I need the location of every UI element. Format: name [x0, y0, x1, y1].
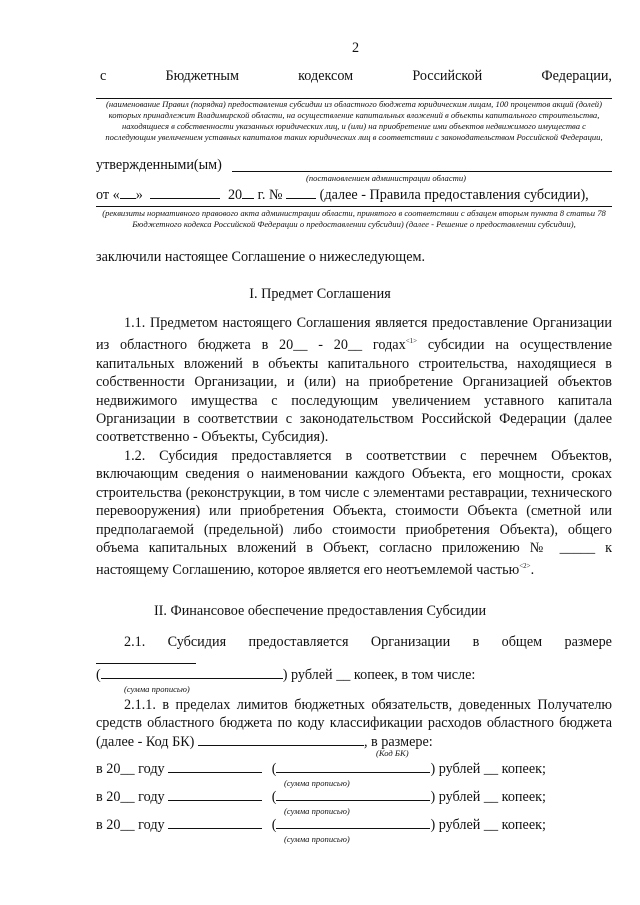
word: 2.1. [124, 634, 146, 650]
year-row: в 20__ году ( ) рублей __ копеек; [96, 817, 546, 833]
paragraph-2-1 [124, 634, 612, 651]
year-amount-field[interactable] [168, 788, 262, 801]
note-rules-name: (наименование Правил (порядка) предоставления субсидии из областного бюджета юридическим лицам, 100 процентов акций (долей) которых принадлежит Владимирской области, на осуществление капитальных вложений в объекты капитального строительства, находящиеся в собственности указанных юридических лиц, и (или) на приобретение ими объектов недвижимого имущества с последующим увеличением уставных капиталов таких юридических лиц в соответствии с законодательством Российской Федерации, [105, 99, 603, 142]
code-bk-field[interactable] [198, 733, 364, 746]
year-field[interactable] [242, 186, 254, 199]
year-amount-words-field[interactable] [276, 788, 430, 801]
text: субсидии на осуществление капитальных вложений в объекты капитального строительства, находящиеся в собственности Организации, и (или) на приобретение Организацией объектов недвижимого имущества с последующим увеличением уставного капитала Организации в соответствии с законодательством Российской Федерации (далее соответственно - Объекты, Субсидия). [96, 337, 612, 446]
text-line-legislation [100, 68, 612, 85]
page-number: 2 [352, 40, 360, 56]
text: ) рублей __ копеек; [430, 761, 546, 777]
text: г. № [257, 187, 283, 203]
footnote-ref: <2> [519, 562, 531, 571]
paragraph-1-2 [96, 447, 612, 580]
rubles-line [96, 666, 475, 684]
paragraph-1-1 [96, 314, 612, 447]
text: » [135, 187, 143, 203]
text: . [530, 562, 535, 579]
word: Федерации, [541, 68, 612, 84]
caption-sum-words: (сумма прописью) [284, 778, 350, 788]
word: Бюджетным [165, 68, 239, 84]
text: 2.1.1. в пределах лимитов бюджетных обязательств, доведенных Получателю средств областного бюджета по коду классификации расходов областного бюджета (далее - Код БК) [96, 697, 612, 750]
note-requisites: (реквизиты нормативного правового акта администрации области, принятого в соответствии с абзацем вторым пункта 8 статьи 78 Бюджетного кодекса Российской Федерации о предоставлении субсидии) (далее - Решение о предоставлении субсидии), [102, 208, 606, 229]
section-1-title: I. Предмет Соглашения [249, 286, 391, 302]
text: 1.1. Предметом настоящего Соглашения является предоставление Организации из областного бюджета в 20__ - 20__ годах [96, 315, 612, 354]
text: от « [96, 187, 120, 203]
text: ) рублей __ копеек, в том числе: [282, 667, 476, 683]
text: , в размере: [363, 733, 433, 750]
text: 1.2. Субсидия предоставляется в соответствии с перечнем Объектов, включающим сведения о наименовании каждого Объекта, его мощности, сроках строительства (реконструкции, в том числе с элементами реставрации, технического перевооружения) или приобретения Объекта, стоимости Объекта (сметной или предполагаемой (предельной) либо стоимости приобретения Объекта), общего объема капитальных вложений в Объект, согласно приложению № _____ к настоящему Соглашению, которое является его неотъемлемой частью [96, 448, 612, 579]
paragraph-2-1-1 [96, 696, 612, 751]
caption-sum-words: (сумма прописью) [284, 806, 350, 816]
text: ) рублей __ копеек; [430, 817, 546, 833]
year-amount-field[interactable] [168, 816, 262, 829]
day-field[interactable] [120, 186, 136, 199]
month-field[interactable] [150, 186, 220, 199]
word: Субсидия [167, 634, 227, 650]
caption-sum-words: (сумма прописью) [124, 684, 190, 694]
text: в 20__ году [96, 817, 165, 833]
text: 20 [227, 187, 243, 203]
word: общем [501, 634, 543, 650]
text: в 20__ году [96, 789, 165, 805]
word: Российской [412, 68, 483, 84]
word: с [100, 68, 107, 84]
year-amount-words-field[interactable] [276, 816, 430, 829]
year-row: в 20__ году ( ) рублей __ копеек; [96, 761, 546, 777]
underline [96, 206, 612, 207]
text: в 20__ году [96, 761, 165, 777]
year-row: в 20__ году ( ) рублей __ копеек; [96, 789, 546, 805]
amount-field[interactable] [96, 663, 196, 664]
word: кодексом [298, 68, 354, 84]
amount-words-field[interactable] [101, 666, 283, 679]
word: размере [564, 634, 612, 650]
note-resolution: (постановлением администрации области) [306, 173, 466, 183]
caption-sum-words: (сумма прописью) [284, 834, 350, 844]
date-line [96, 186, 589, 204]
caption-code-bk: (Код БК) [376, 748, 409, 758]
text: ) рублей __ копеек; [430, 789, 546, 805]
section-2-title: II. Финансовое обеспечение предоставления Субсидии [153, 603, 487, 619]
concluded-text: заключили настоящее Соглашение о нижеследующем. [96, 249, 426, 265]
word: предоставляется [248, 634, 349, 650]
year-amount-field[interactable] [168, 760, 262, 773]
underline [232, 171, 612, 172]
word: в [472, 634, 480, 650]
approved-label: утвержденными(ым) [96, 157, 222, 173]
number-field[interactable] [286, 186, 316, 199]
text: ( [96, 667, 101, 683]
text: (далее - Правила предоставления субсидии), [319, 187, 589, 203]
word: Организации [370, 634, 451, 650]
footnote-ref: <1> [405, 337, 418, 346]
year-amount-words-field[interactable] [276, 760, 430, 773]
